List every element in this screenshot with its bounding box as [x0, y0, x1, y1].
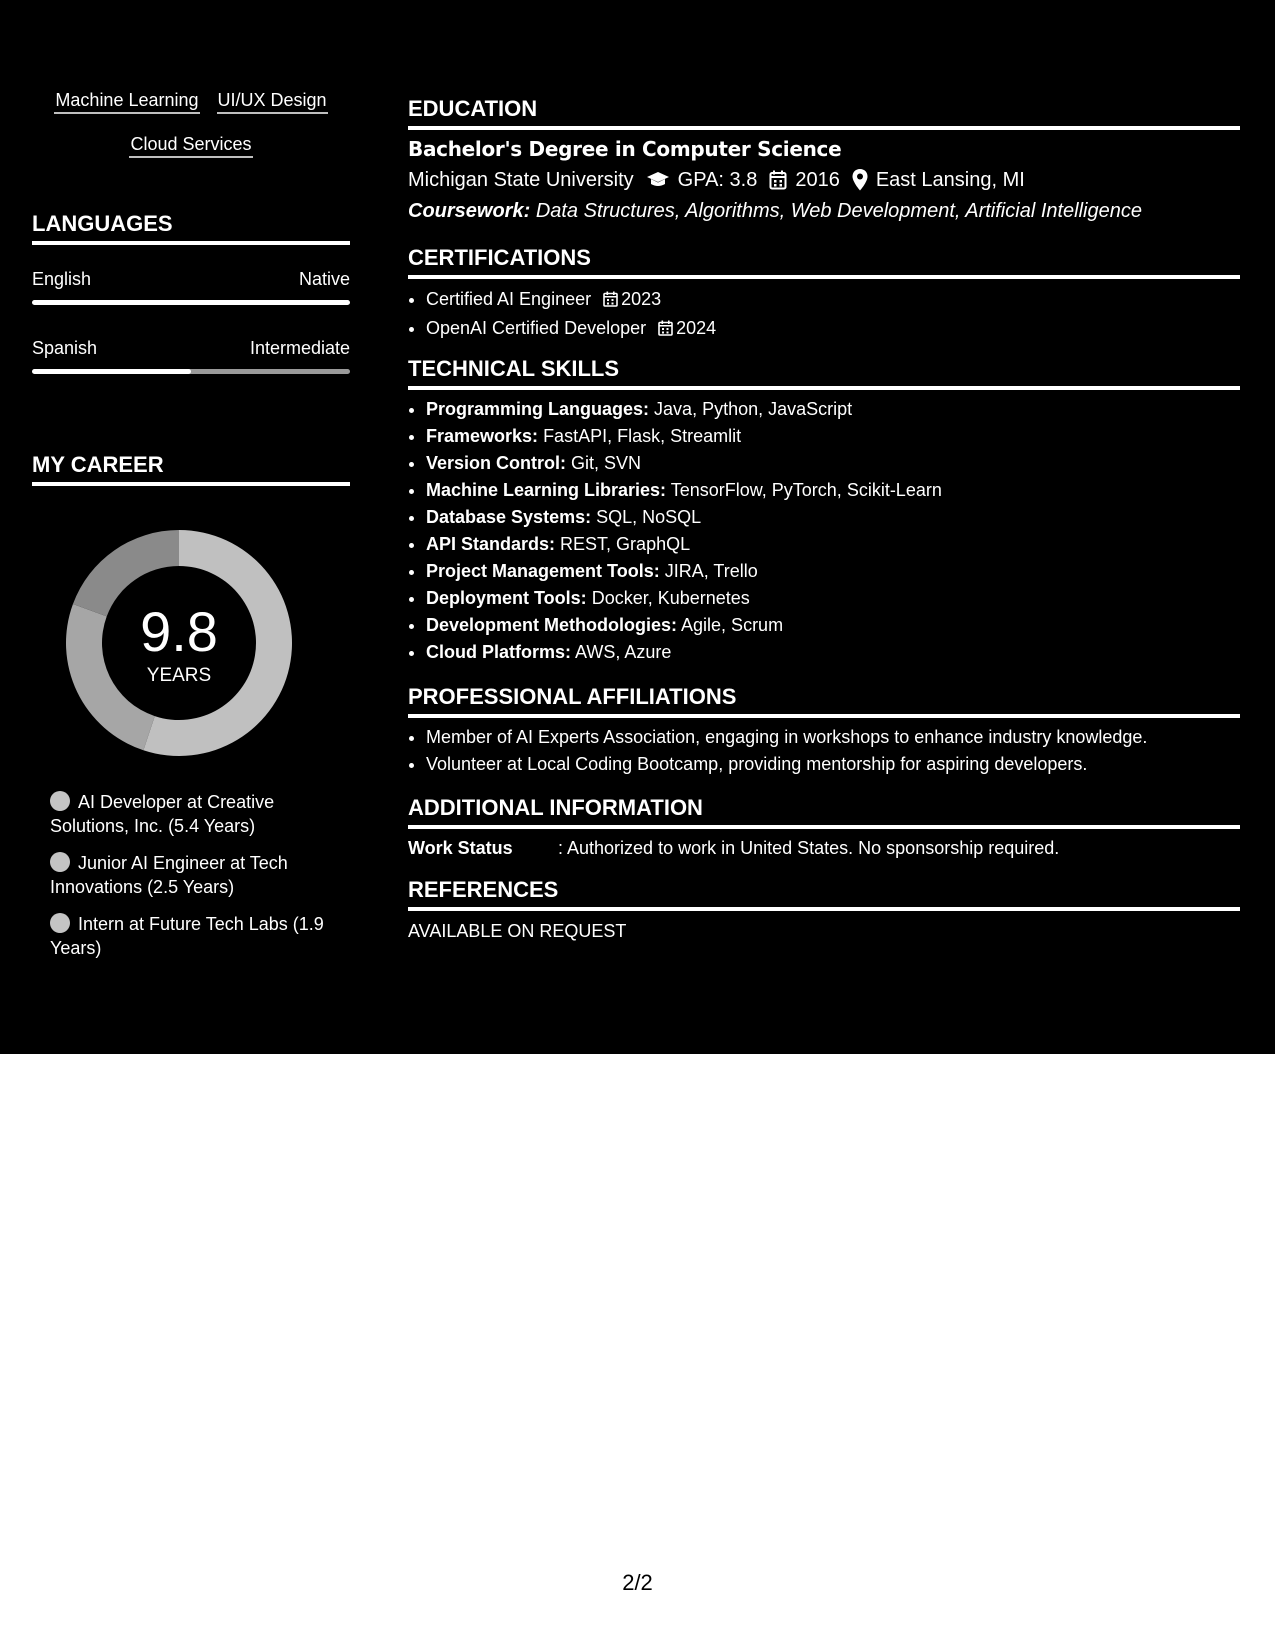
skill-value: Git, SVN	[571, 453, 642, 473]
skill-label: Project Management Tools:	[426, 561, 660, 581]
skill-value: Docker, Kubernetes	[591, 588, 750, 608]
skill-label: Development Methodologies:	[426, 615, 678, 635]
skill-value: AWS, Azure	[575, 642, 672, 662]
skill-tags	[32, 88, 350, 158]
graduation-year: 2016	[795, 169, 840, 191]
career-donut-chart	[66, 530, 292, 756]
skill-label: Deployment Tools:	[426, 588, 587, 608]
skill-item	[426, 585, 1240, 612]
skill-label: Machine Learning Libraries:	[426, 480, 667, 500]
skill-tag: UI/UX Design	[217, 88, 328, 114]
bullet-dot-icon	[50, 791, 70, 811]
language-spanish	[32, 337, 350, 374]
language-name: Spanish	[32, 338, 98, 358]
career-item-text: Junior AI Engineer at Tech Innovations (2.5 Years)	[50, 853, 288, 897]
languages-heading: LANGUAGES	[32, 211, 350, 245]
additional-info-heading: ADDITIONAL INFORMATION	[408, 795, 1240, 829]
career-unit: YEARS	[146, 665, 212, 686]
skill-item	[426, 396, 1240, 423]
skill-value: SQL, NoSQL	[596, 507, 702, 527]
location-pin-icon	[852, 169, 868, 191]
career-item-text: Intern at Future Tech Labs (1.9 Years)	[50, 914, 324, 958]
technical-skills-heading: TECHNICAL SKILLS	[408, 356, 1240, 390]
calendar-icon	[658, 317, 673, 344]
skill-label: Cloud Platforms:	[426, 642, 572, 662]
calendar-icon	[769, 170, 787, 190]
skill-label: API Standards:	[426, 534, 556, 554]
career-item	[50, 851, 340, 899]
certifications-list	[408, 286, 1240, 344]
skill-tag: Cloud Services	[129, 132, 252, 158]
education-heading: EDUCATION	[408, 96, 1240, 130]
certification-year: 2024	[676, 318, 717, 338]
skill-value: Java, Python, JavaScript	[654, 399, 853, 419]
language-bar	[32, 300, 350, 305]
language-bar-fill	[32, 300, 350, 305]
certification-name: OpenAI Certified Developer	[426, 318, 647, 338]
certifications-heading: CERTIFICATIONS	[408, 245, 1240, 279]
skill-value: FastAPI, Flask, Streamlit	[543, 426, 742, 446]
skill-item	[426, 450, 1240, 477]
language-bar	[32, 369, 350, 374]
sidebar	[0, 0, 382, 1054]
bullet-dot-icon	[50, 913, 70, 933]
skill-value: Agile, Scrum	[681, 615, 784, 635]
skill-label: Version Control:	[426, 453, 567, 473]
school-location: East Lansing, MI	[875, 169, 1025, 191]
career-item	[50, 790, 340, 838]
graduation-cap-icon	[646, 171, 670, 189]
affiliation-item: • Volunteer at Local Coding Bootcamp, providing mentorship for aspiring developers.	[426, 751, 1240, 778]
coursework-list: Data Structures, Algorithms, Web Development, Artificial Intelligence	[535, 200, 1142, 222]
gpa: GPA: 3.8	[677, 169, 758, 191]
work-status-row	[408, 836, 1059, 860]
work-status-label: Work Status	[408, 838, 513, 858]
affiliations-heading: PROFESSIONAL AFFILIATIONS	[408, 684, 1240, 718]
skill-item	[426, 504, 1240, 531]
school-name: Michigan State University	[408, 169, 634, 191]
work-status-value: : Authorized to work in United States. No sponsorship required.	[558, 838, 1060, 858]
coursework-label: Coursework:	[408, 200, 531, 222]
skill-value: TensorFlow, PyTorch, Scikit-Learn	[670, 480, 942, 500]
career-item-text: AI Developer at Creative Solutions, Inc. (5.4 Years)	[50, 792, 275, 836]
references-heading: REFERENCES	[408, 877, 1240, 911]
degree-title: Bachelor's Degree in Computer Science	[408, 137, 842, 161]
skill-label: Database Systems:	[426, 507, 592, 527]
coursework	[408, 198, 1142, 224]
language-level: Intermediate	[249, 338, 350, 358]
skill-label: Programming Languages:	[426, 399, 650, 419]
certification-name: Certified AI Engineer	[426, 289, 592, 309]
skill-value: REST, GraphQL	[560, 534, 691, 554]
skill-item	[426, 423, 1240, 450]
language-name: English	[32, 269, 92, 289]
skill-item	[426, 639, 1240, 666]
main-column	[408, 0, 1240, 1054]
skill-label: Frameworks:	[426, 426, 539, 446]
education-details	[408, 167, 1025, 193]
calendar-icon	[603, 288, 618, 315]
affiliation-item: • Member of AI Experts Association, engaging in workshops to enhance industry knowledge.	[426, 724, 1240, 751]
career-total: 9.8	[140, 600, 218, 663]
skill-item	[426, 531, 1240, 558]
certification-year: 2023	[621, 289, 662, 309]
skill-value: JIRA, Trello	[664, 561, 758, 581]
references-text: AVAILABLE ON REQUEST	[408, 921, 627, 941]
certification-item	[426, 286, 1240, 315]
career-list	[50, 790, 340, 973]
technical-skills-list	[408, 396, 1240, 666]
affiliations-list	[408, 724, 1240, 778]
language-level: Native	[298, 269, 350, 289]
skill-item	[426, 477, 1240, 504]
skill-item	[426, 612, 1240, 639]
skill-tag: Machine Learning	[54, 88, 199, 114]
certification-item	[426, 315, 1240, 344]
career-heading: MY CAREER	[32, 452, 350, 486]
language-bar-fill	[32, 369, 191, 374]
page-number: 2/2	[622, 1570, 653, 1595]
language-english	[32, 268, 350, 305]
bullet-dot-icon	[50, 852, 70, 872]
career-item	[50, 912, 340, 960]
skill-item	[426, 558, 1240, 585]
